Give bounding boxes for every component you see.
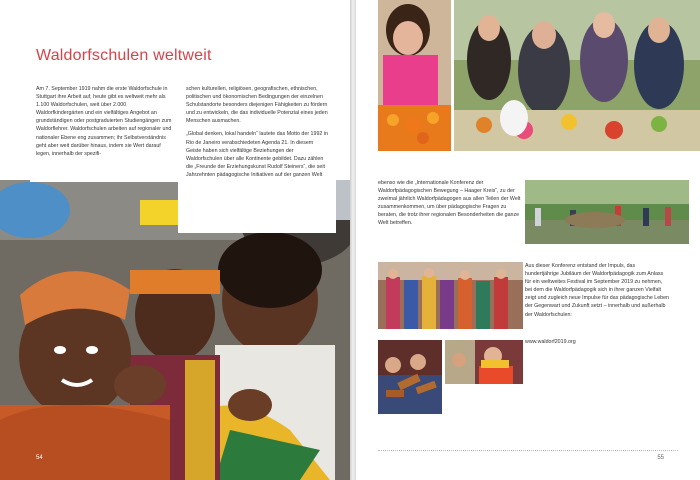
outdoor-gathering-photo (525, 180, 689, 244)
girl-with-fruit-photo (378, 0, 451, 151)
page-number-right: 55 (657, 455, 664, 461)
right-page (356, 0, 700, 480)
festival-website-link[interactable]: www.waldorf2019.org (525, 339, 576, 345)
text-column-2-paragraph-1: schen kulturellen, religiösen, geografischen, ethnischen, politischen und ökonomischen Bedingungen der einzelnen Schulstandorte besonders diejenigen Fähigkeiten zu fördern und zu entwickeln, die das individuelle Potenzial eines jeden Menschen ausmachen. (186, 86, 328, 125)
column-1-text-box (30, 179, 178, 182)
text-column-2-paragraph-2: „Global denken, lokal handeln“ lautete das Motto der 1992 in Rio de Janeiro verabschiedeten Agenda 21. In diesem Geiste haben sich vielfältige Beziehungen der Waldorfschulen über alle Kontinente gebildet. Dazu zählen die „Freunde der Erziehungskunst Rudolf Steiners“, die seit Jahrzehnten pädagogische Initiativen auf der ganzen Welt (186, 131, 328, 178)
harvest-festival-crowd-photo (454, 0, 700, 151)
right-text-block-2: Aus dieser Konferenz entstand der Impuls, das hundertjährige Jubiläum der Waldorfpädagogik zum Anlass für ein weltweites Festival im September 2019 zu nehmen, bei dem die Waldorfpädagogik sich in ihrer ganzen Vielfalt zeigt und zugleich neue Impulse für das pädagogische Leben der Gegenwart und Zukunft setzt – innerhalb und außerhalb der Waldorfschulen: (525, 263, 670, 318)
footer-dotted-rule (378, 450, 678, 451)
performing-girl-photo (445, 340, 523, 384)
right-text-block-1: ebenso wie die „Internationale Konferenz der Waldorfpädagogischen Bewegung – Haager Kreis“, zu der zweimal jährlich Waldorfpädagogen aus allen Teilen der Welt zusammenkommen, um über pädagogische Fragen zu beraten, die trotz ihrer regionalen Besonderheiten die ganze Welt betreffen. (378, 180, 521, 227)
column-2-text-box (178, 179, 336, 233)
children-in-costumes-photo (378, 262, 523, 329)
page-heading: Waldorfschulen weltweit (36, 47, 212, 64)
text-column-1: Am 7. September 1919 nahm die erste Waldorfschule in Stuttgart ihre Arbeit auf, heute gibt es weltweit mehr als 1.100 Waldorfschulen, weit über 2.000 Waldorfkindergärten und ein vielfältiges Angebot an grundständigen oder postgraduierten Studiengängen zum Waldorflehrer. Waldorfschulen arbeiten auf regionaler und nationaler Ebene eng zusammen; ihr Selbstverständnis geht aber weit darüber hinaus, indem sie Wert darauf legen, innerhalb der spezifi- (36, 86, 172, 157)
page-number-left: 54 (36, 455, 43, 461)
children-playing-violins-photo (378, 340, 442, 414)
